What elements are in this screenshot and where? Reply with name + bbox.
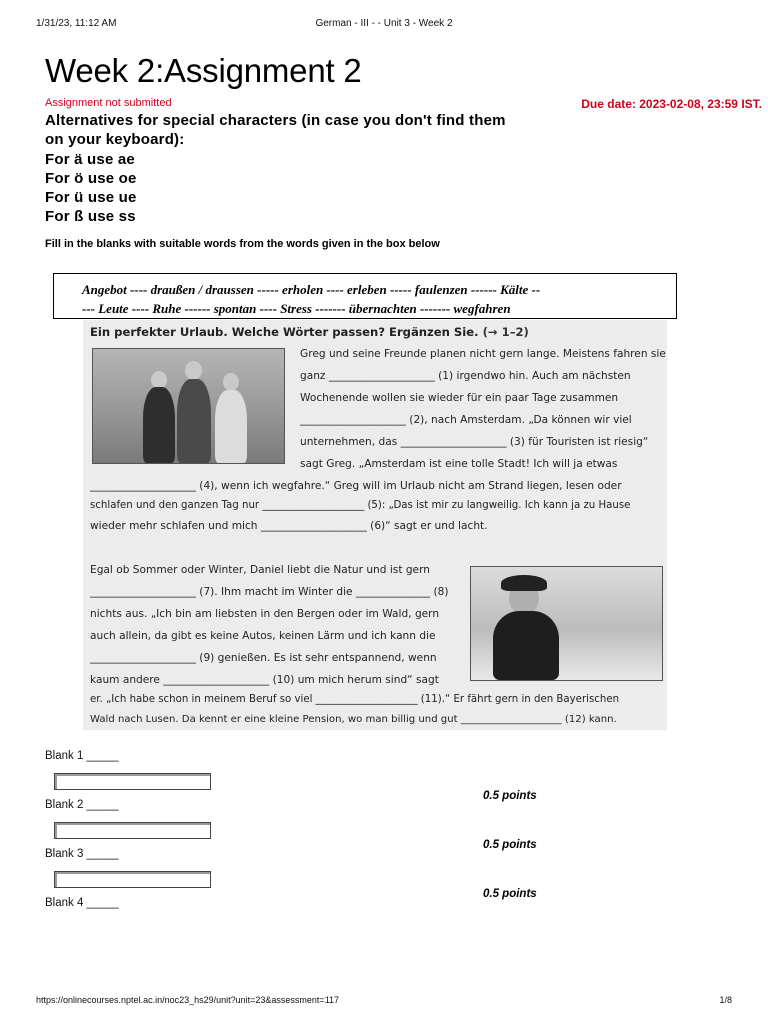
print-url: https://onlinecourses.nptel.ac.in/noc23_hs29/unit?unit=23&assessment=117	[36, 995, 340, 1005]
alternative-rule: For ö use oe	[45, 169, 137, 187]
exercise-heading	[90, 325, 529, 339]
print-page-title: German - III - - Unit 3 - Week 2	[315, 18, 453, 29]
exercise-text-line: ____________________ (4), wenn ich wegfahre.“ Greg will im Urlaub nicht am Strand liegen, lesen oder	[90, 480, 622, 492]
exercise-heading-text: Ein perfekter Urlaub. Welche Wörter passen? Ergänzen Sie.	[90, 325, 479, 339]
exercise-text-line: schlafen und den ganzen Tag nur ____________________ (5): „Das ist mir zu langweilig. Ich kann ja zu Hause	[90, 500, 631, 511]
alternative-rule: For ß use ss	[45, 208, 136, 226]
alternatives-intro: Alternatives for special characters (in case you don't find them	[45, 112, 506, 129]
exercise-text-line: ____________________ (2), nach Amsterdam. „Da können wir viel	[300, 414, 632, 426]
alternatives-intro-cont: on your keyboard):	[45, 131, 185, 149]
blank-3-input[interactable]	[54, 871, 211, 888]
word-bank-line: Angebot ---- draußen / draussen ----- erholen ---- erleben ----- faulenzen ------ Kälte --	[82, 282, 541, 297]
exercise-text-line: Egal ob Sommer oder Winter, Daniel liebt die Natur und ist gern	[90, 564, 430, 576]
blank-3-label: Blank 3 _____	[45, 848, 119, 860]
exercise-text-line: Wochenende wollen sie wieder für ein paar Tage zusammen	[300, 392, 619, 404]
blank-2-points: 0.5 points	[483, 839, 537, 851]
blank-2-input[interactable]	[54, 822, 211, 839]
exercise-text-line: kaum andere ____________________ (10) um mich herum sind“ sagt	[90, 674, 439, 686]
exercise-text-line: ____________________ (9) genießen. Es ist sehr entspannend, wenn	[90, 652, 437, 664]
exercise-text-line: unternehmen, das ____________________ (3) für Touristen ist riesig“	[300, 436, 649, 448]
blank-4-label: Blank 4 _____	[45, 897, 119, 909]
exercise-text-line: auch allein, da gibt es keine Autos, keinen Lärm und ich kann die	[90, 630, 436, 642]
photo-man-in-winter	[470, 566, 663, 681]
blank-3-points: 0.5 points	[483, 888, 537, 900]
exercise-text-line: wieder mehr schlafen und mich ____________________ (6)“ sagt er und lacht.	[90, 520, 488, 532]
alternative-rule: For ü use ue	[45, 189, 137, 207]
exercise-reference: (→ 1–2)	[482, 325, 529, 339]
print-datetime: 1/31/23, 11:12 AM	[36, 18, 117, 29]
exercise-text-line: sagt Greg. „Amsterdam ist eine tolle Stadt! Ich will ja etwas	[300, 458, 618, 470]
submission-status: Assignment not submitted	[45, 97, 172, 109]
photo-friends-walking	[92, 348, 285, 464]
blank-2-label: Blank 2 _____	[45, 799, 119, 811]
exercise-text-line: Greg und seine Freunde planen nicht gern lange. Meistens fahren sie	[300, 348, 666, 360]
blank-1-input[interactable]	[54, 773, 211, 790]
exercise-image	[83, 320, 667, 730]
blank-1-label: Blank 1 _____	[45, 750, 119, 762]
exercise-text-line: ____________________ (7). Ihm macht im Winter die ______________ (8)	[90, 586, 449, 598]
due-date: Due date: 2023-02-08, 23:59 IST.	[581, 97, 762, 111]
word-bank-line: --- Leute ---- Ruhe ------ spontan ---- Stress ------- übernachten ------- wegfahren	[82, 301, 511, 316]
page-title: Week 2:Assignment 2	[45, 52, 362, 89]
exercise-text-line: ganz ____________________ (1) irgendwo hin. Auch am nächsten	[300, 370, 631, 382]
exercise-text-line: Wald nach Lusen. Da kennt er eine kleine Pension, wo man billig und gut ____________________ (12) kann.	[90, 714, 617, 725]
special-characters-note	[45, 111, 585, 227]
blank-1-points: 0.5 points	[483, 790, 537, 802]
print-page-number: 1/8	[719, 995, 732, 1005]
alternative-rule: For ä use ae	[45, 150, 135, 168]
instructions: Fill in the blanks with suitable words from the words given in the box below	[45, 238, 440, 250]
exercise-text-line: nichts aus. „Ich bin am liebsten in den Bergen oder im Wald, gern	[90, 608, 440, 620]
word-bank-box	[53, 273, 677, 319]
exercise-text-line: er. „Ich habe schon in meinem Beruf so viel ____________________ (11).“ Er fährt gern in den Bayerischen	[90, 694, 620, 705]
